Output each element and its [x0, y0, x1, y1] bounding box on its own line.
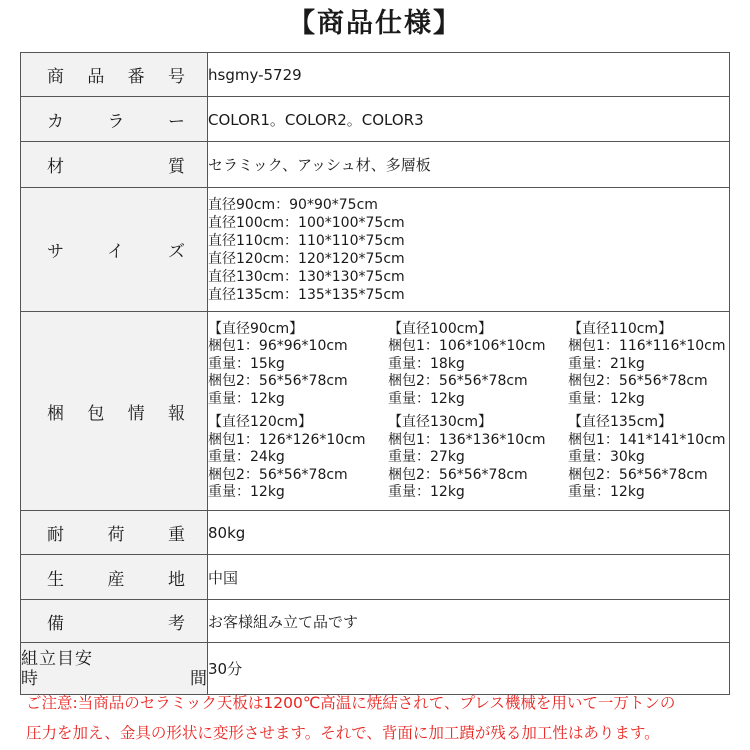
packing-grid [208, 321, 729, 502]
value-model: hsgmy-5729 [208, 53, 730, 97]
packing-box2: 梱包2：56*56*78cm [208, 466, 348, 483]
spec-table [20, 52, 730, 695]
value-assembly: 30分 [208, 643, 730, 695]
label-color: カラー [21, 97, 208, 142]
packing-weight2: 重量：12kg [388, 390, 465, 407]
packing-head: 【直径130cm】 [388, 414, 493, 430]
value-color: COLOR1。COLOR2。COLOR3 [208, 97, 730, 142]
size-line: 直径135cm：135*135*75cm [208, 286, 405, 303]
caution-line-1: ご注意:当商品のセラミック天板は1200℃高温に焼結されて、プレス機械を用いて一万トンの [26, 694, 676, 712]
label-size: サイズ [21, 188, 208, 312]
packing-head: 【直径100cm】 [388, 320, 493, 337]
row-size [21, 188, 730, 312]
packing-block-135 [568, 414, 748, 502]
row-color [21, 97, 730, 142]
label-assembly [21, 643, 208, 695]
label-assembly-line1: 組立目安 [21, 648, 93, 669]
packing-weight2: 重量：12kg [568, 390, 645, 407]
packing-head: 【直径120cm】 [208, 414, 313, 430]
label-model: 商品番号 [21, 53, 208, 97]
size-line: 直径130cm：130*130*75cm [208, 268, 405, 285]
value-material: セラミック、アッシュ材、多層板 [208, 142, 730, 188]
size-line: 直径120cm：120*120*75cm [208, 250, 405, 267]
size-line: 直径100cm：100*100*75cm [208, 214, 405, 231]
label-material: 材 質 [21, 142, 208, 188]
packing-block-100 [388, 321, 568, 409]
packing-weight2: 重量：12kg [208, 484, 285, 500]
label-origin: 生産地 [21, 555, 208, 600]
label-note: 備 考 [21, 600, 208, 643]
value-note: お客様組み立て品です [208, 600, 730, 643]
packing-weight1: 重量：15kg [208, 355, 285, 372]
packing-block-120 [208, 414, 388, 502]
value-size [208, 188, 730, 312]
packing-block-90 [208, 321, 388, 409]
size-line: 直径90cm：90*90*75cm [208, 196, 378, 213]
size-line: 直径110cm：110*110*75cm [208, 232, 405, 249]
row-model [21, 53, 730, 97]
packing-head: 【直径90cm】 [208, 320, 304, 337]
packing-weight1: 重量：18kg [388, 355, 465, 372]
packing-weight2: 重量：12kg [388, 484, 465, 500]
packing-weight2: 重量：12kg [568, 484, 645, 500]
packing-weight1: 重量：21kg [568, 355, 645, 372]
caution-line-2: 圧力を加え、金具の形状に変形させます。それで、背面に加工蹟が残る加工性はあります。 [26, 724, 660, 742]
packing-head: 【直径110cm】 [568, 320, 673, 337]
packing-box1: 梱包1：136*136*10cm [388, 431, 546, 448]
packing-box1: 梱包1：106*106*10cm [388, 338, 546, 354]
packing-box2: 梱包2：56*56*78cm [388, 466, 528, 483]
packing-box2: 梱包2：56*56*78cm [388, 373, 528, 389]
packing-block-110 [568, 321, 748, 409]
value-origin: 中国 [208, 555, 730, 600]
packing-head: 【直径135cm】 [568, 414, 673, 430]
caution-notice [26, 688, 726, 748]
label-assembly-line2: 時 間 [21, 668, 207, 689]
packing-weight2: 重量：12kg [208, 390, 285, 407]
packing-box1: 梱包1：116*116*10cm [568, 338, 726, 354]
packing-box2: 梱包2：56*56*78cm [568, 373, 708, 389]
packing-weight1: 重量：27kg [388, 449, 465, 465]
row-assembly [21, 643, 730, 695]
packing-weight1: 重量：30kg [568, 449, 645, 465]
label-packing: 梱包情報 [21, 312, 208, 511]
row-material [21, 142, 730, 188]
packing-box1: 梱包1：96*96*10cm [208, 338, 348, 354]
value-packing [208, 312, 730, 511]
page-title: 【商品仕様】 [288, 8, 462, 39]
packing-box1: 梱包1：141*141*10cm [568, 431, 726, 448]
row-packing [21, 312, 730, 511]
packing-box2: 梱包2：56*56*78cm [208, 373, 348, 389]
row-origin [21, 555, 730, 600]
packing-weight1: 重量：24kg [208, 449, 285, 465]
value-load: 80kg [208, 511, 730, 555]
packing-block-130 [388, 414, 568, 502]
row-note [21, 600, 730, 643]
label-load: 耐荷重 [21, 511, 208, 555]
packing-box1: 梱包1：126*126*10cm [208, 431, 366, 448]
row-load [21, 511, 730, 555]
packing-box2: 梱包2：56*56*78cm [568, 466, 708, 483]
